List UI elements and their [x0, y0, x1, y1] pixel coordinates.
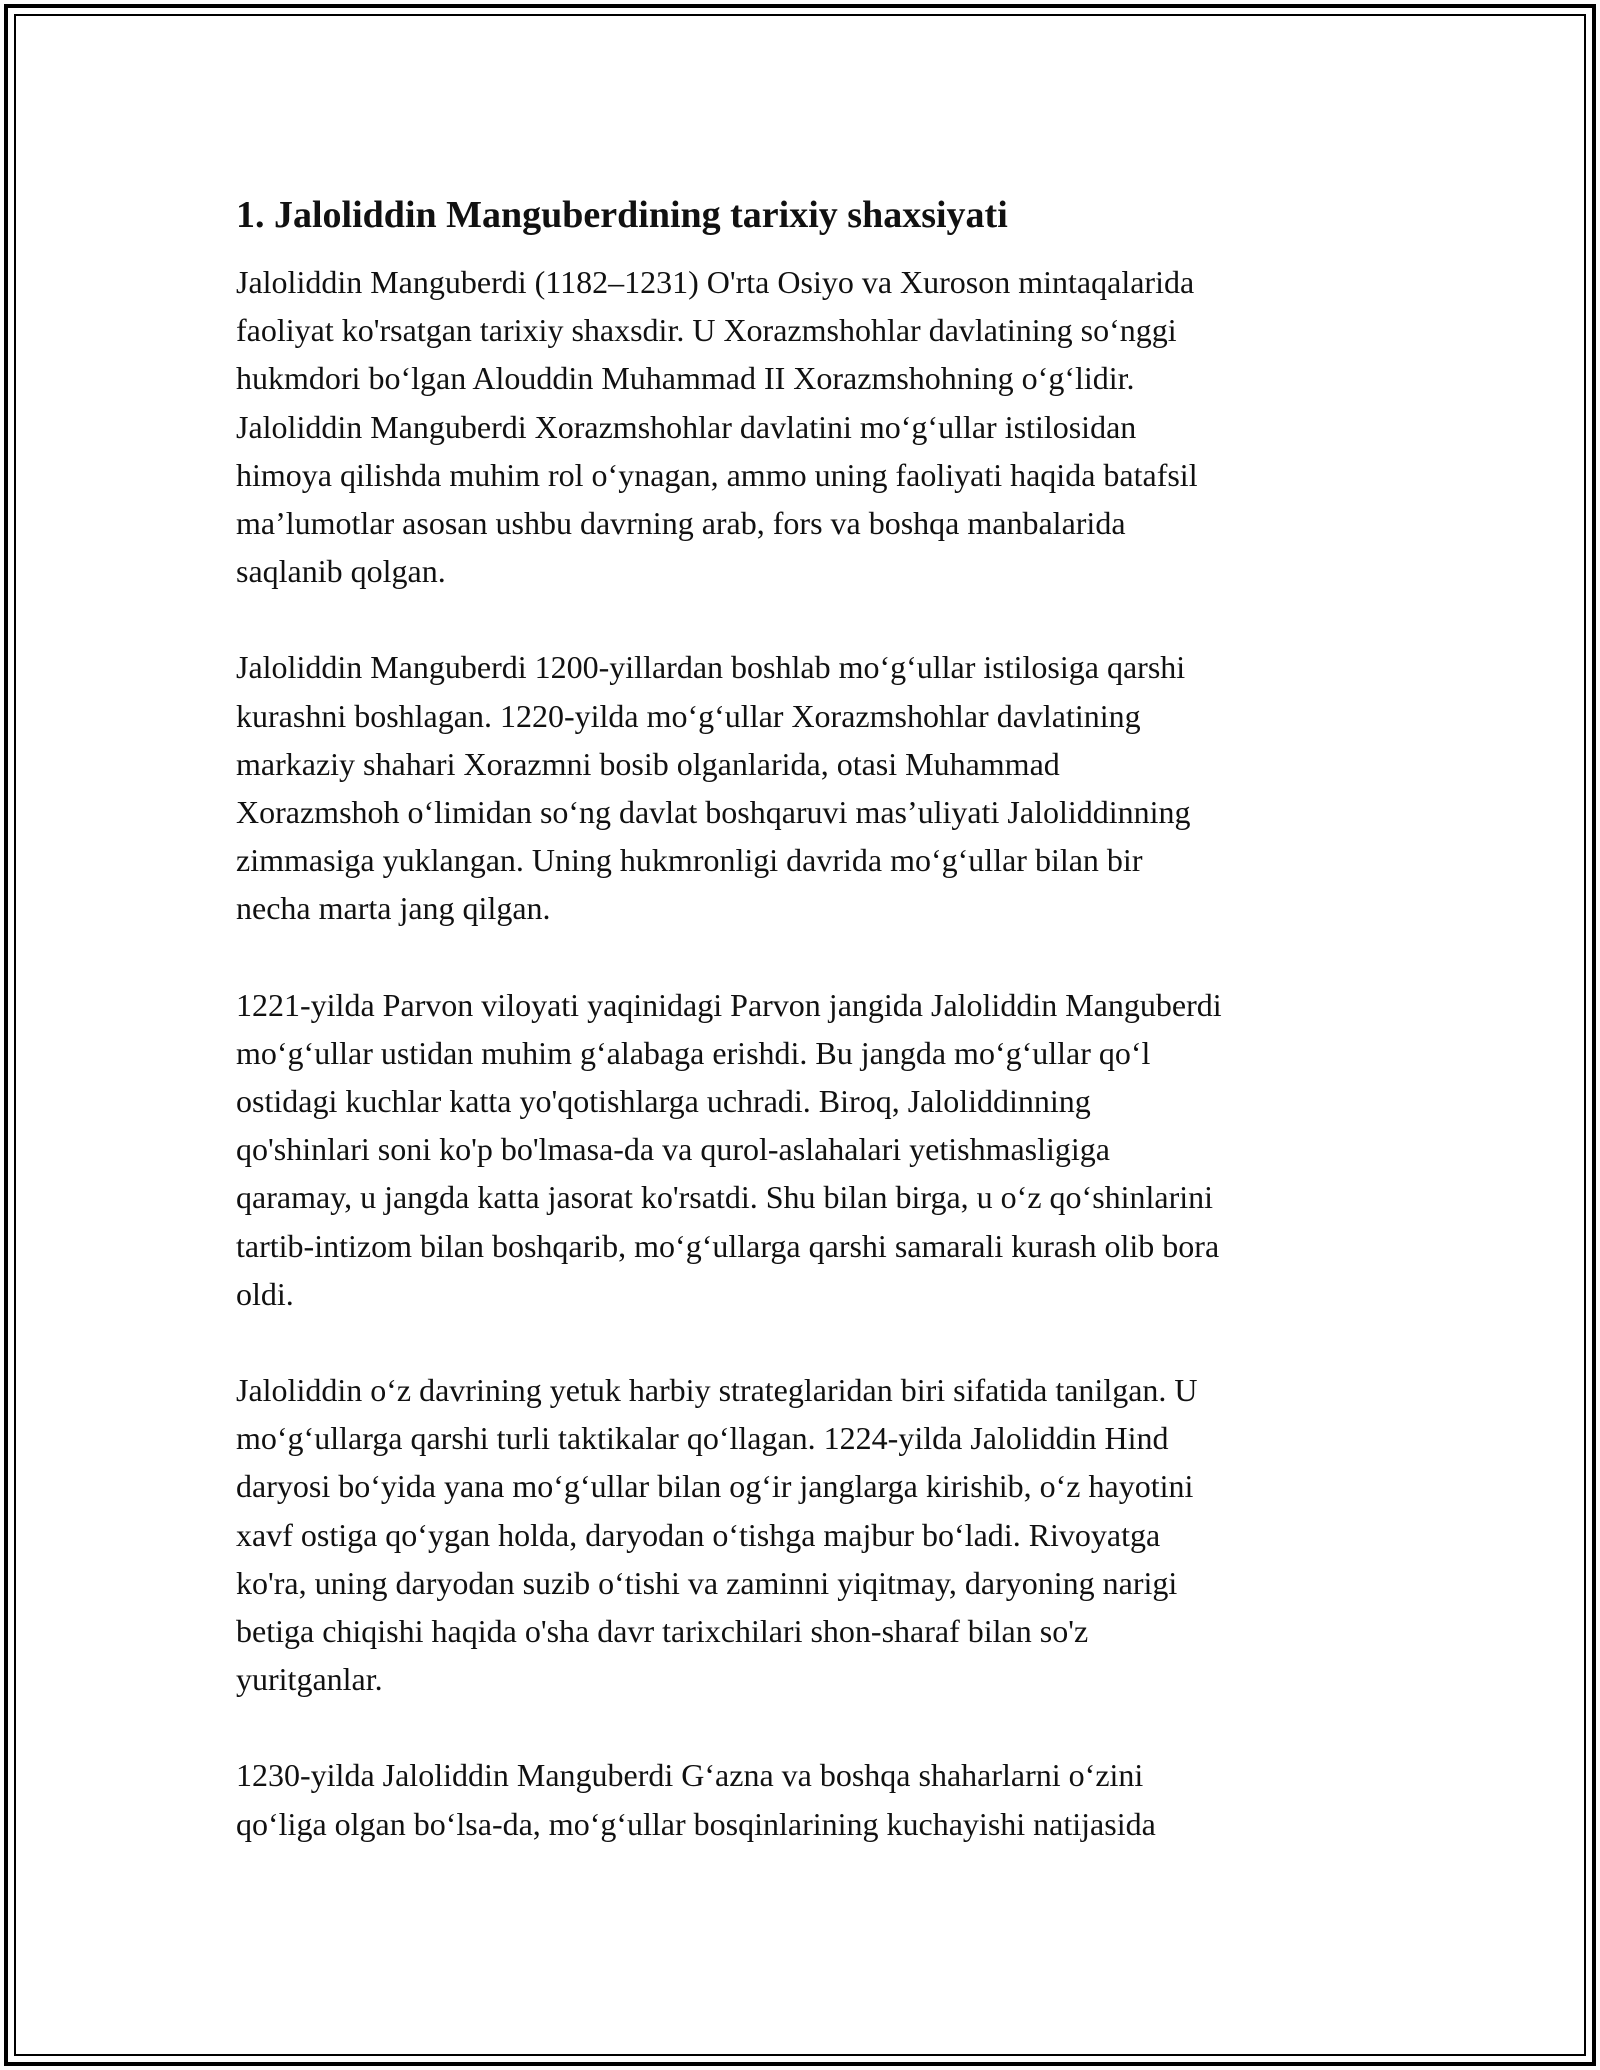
section-title: 1. Jaloliddin Manguberdining tarixiy shaxsiyati [236, 194, 1008, 236]
paragraph-5: 1230-yilda Jaloliddin Manguberdi G‘azna va boshqa shaharlarni o‘zini qo‘liga olgan bo‘lsa-da, mo‘g‘ullar bosqinlarining kuchayishi natijasida [236, 1757, 1156, 1842]
paragraph-2: Jaloliddin Manguberdi 1200-yillardan boshlab mo‘g‘ullar istilosiga qarshi kurashni boshlagan. 1220-yilda mo‘g‘ullar Xorazmshohlar davlatining markaziy shahari Xorazmni bosib olganlarida, otasi Muhammad Xorazmshoh o‘limidan so‘ng davlat boshqaruvi mas’uliyati Jaloliddinning zimmasiga yuklangan. Uning hukmronligi davrida mo‘g‘ullar bilan bir necha marta jang qilgan. [236, 649, 1191, 927]
document-body [236, 190, 1376, 1896]
paragraph-4: Jaloliddin o‘z davrining yetuk harbiy strateglaridan biri sifatida tanilgan. U mo‘g‘ullarga qarshi turli taktikalar qo‘llagan. 1224-yilda Jaloliddin Hind daryosi bo‘yida yana mo‘g‘ullar bilan og‘ir janglarga kirishib, o‘z hayotini xavf ostiga qo‘ygan holda, daryodan o‘tishga majbur bo‘ladi. Rivoyatga ko'ra, uning daryodan suzib o‘tishi va zaminni yiqitmay, daryoning narigi betiga chiqishi haqida o'sha davr tarixchilari shon-sharaf bilan so'z yuritganlar. [236, 1372, 1198, 1698]
paragraph-1: Jaloliddin Manguberdi (1182–1231) O'rta Osiyo va Xuroson mintaqalarida faoliyat ko'rsatgan tarixiy shaxsdir. U Xorazmshohlar davlatining so‘nggi hukmdori bo‘lgan Alouddin Muhammad II Xorazmshohning o‘g‘lidir. Jaloliddin Manguberdi Xorazmshohlar davlatini mo‘g‘ullar istilosidan himoya qilishda muhim rol o‘ynagan, ammo uning faoliyati haqida batafsil ma’lumotlar asosan ushbu davrning arab, fors va boshqa manbalarida saqlanib qolgan. [236, 264, 1198, 590]
paragraph-3: 1221-yilda Parvon viloyati yaqinidagi Parvon jangida Jaloliddin Manguberdi mo‘g‘ullar ustidan muhim g‘alabaga erishdi. Bu jangda mo‘g‘ullar qo‘l ostidagi kuchlar katta yo'qotishlarga uchradi. Biroq, Jaloliddinning qo'shinlari soni ko'p bo'lmasa-da va qurol-aslahalari yetishmasligiga qaramay, u jangda katta jasorat ko'rsatdi. Shu bilan birga, u o‘z qo‘shinlarini tartib-intizom bilan boshqarib, mo‘g‘ullarga qarshi samarali kurash olib bora oldi. [236, 986, 1222, 1312]
